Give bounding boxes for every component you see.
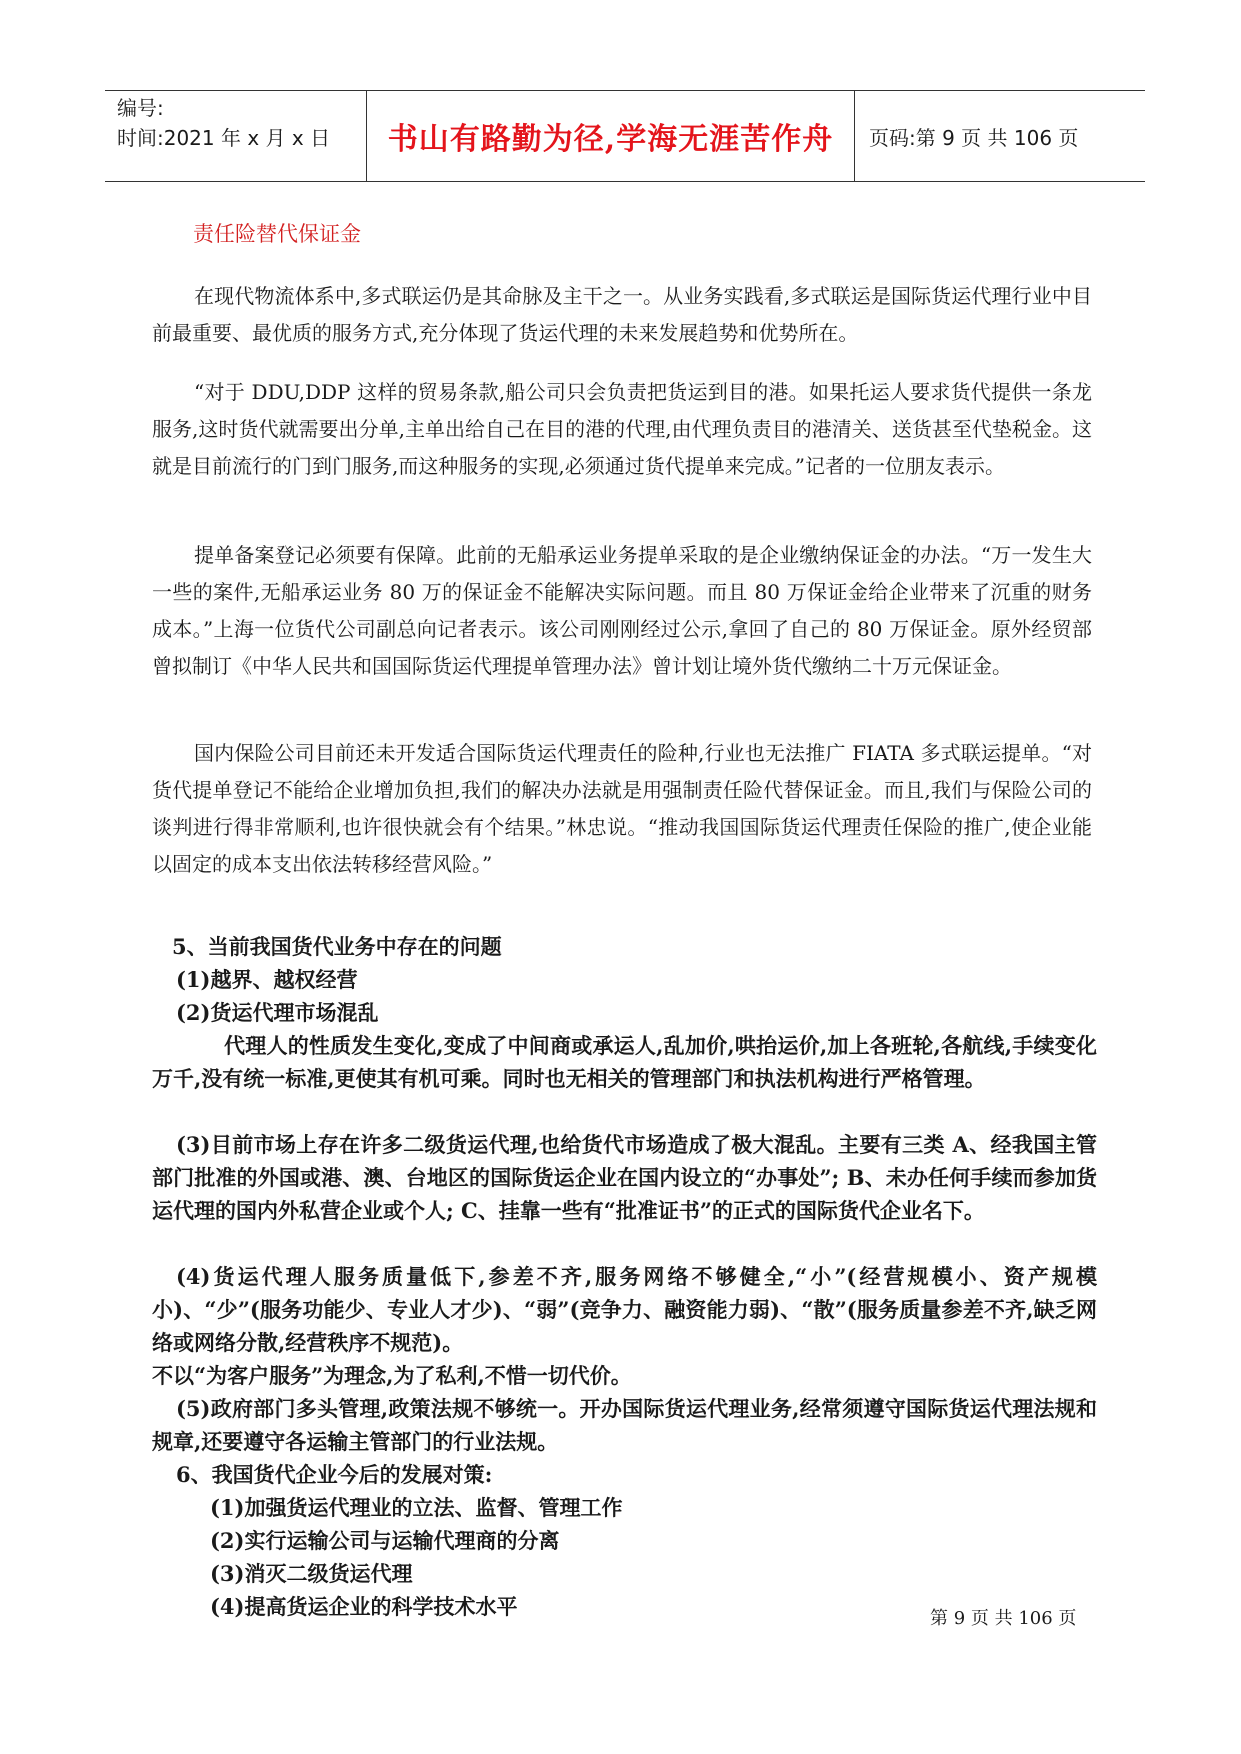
header-meta [105, 91, 367, 181]
problem-item-1: (1)越界、越权经营 [176, 967, 358, 992]
problem-item-4: (4)货运代理人服务质量低下,参差不齐,服务网络不够健全,“小”(经营规模小、资产规模小)、“少”(服务功能少、专业人才少)、“弱”(竞争力、融资能力弱)、“散”(服务质量参差不齐,缺乏网络或网络分散,经营秩序不规范)。 [152, 1264, 1097, 1355]
problem-item-3: (3)目前市场上存在许多二级货运代理,也给货代市场造成了极大混乱。主要有三类 A、经我国主管部门批准的外国或港、澳、台地区的国际货运企业在国内设立的“办事处”; B、未办任何手续而参加货运代理的国内外私营企业或个人; C、挂靠一些有“批准证书”的正式的国际货代企业名下。 [152, 1132, 1097, 1223]
number-label: 编号: [117, 96, 164, 120]
section-title: 责任险替代保证金 [193, 222, 361, 246]
countermeasure-item-4: (4)提高货运企业的科学技术水平 [210, 1594, 518, 1619]
problem-item-4-tail: 不以“为客户服务”为理念,为了私利,不惜一切代价。 [152, 1363, 632, 1388]
countermeasures-heading: 6、我国货代企业今后的发展对策: [176, 1462, 493, 1487]
header-page-label: 页码:第 9 页 共 106 页 [869, 125, 1079, 150]
page-footer: 第 9 页 共 106 页 [930, 1608, 1077, 1629]
problem-item-5: (5)政府部门多头管理,政策法规不够统一。开办国际货运代理业务,经常须遵守国际货运代理法规和规章,还要遵守各运输主管部门的行业法规。 [152, 1396, 1097, 1454]
header-motto: 书山有路勤为径,学海无涯苦作舟 [367, 91, 855, 181]
paragraph-3: 提单备案登记必须要有保障。此前的无船承运业务提单采取的是企业缴纳保证金的办法。“万一发生大一些的案件,无船承运业务 80 万的保证金不能解决实际问题。而且 80 万保证金给企业带来了沉重的财务成本。”上海一位货代公司副总向记者表示。该公司刚刚经过公示,拿回了自己的 80 万保证金。原外经贸部曾拟制订《中华人民共和国国际货运代理提单管理办法》曾计划让境外货代缴纳二十万元保证金。 [152, 543, 1092, 678]
problem-item-2: (2)货运代理市场混乱 [176, 1000, 379, 1025]
countermeasure-item-3: (3)消灭二级货运代理 [210, 1561, 413, 1586]
paragraph-4: 国内保险公司目前还未开发适合国际货运代理责任的险种,行业也无法推广 FIATA 多式联运提单。“对货代提单登记不能给企业增加负担,我们的解决办法就是用强制责任险代替保证金。而且,我们与保险公司的谈判进行得非常顺利,也许很快就会有个结果。”林忠说。“推动我国国际货运代理责任保险的推广,使企业能以固定的成本支出依法转移经营风险。” [152, 741, 1092, 876]
problem-item-2-body: 代理人的性质发生变化,变成了中间商或承运人,乱加价,哄抬运价,加上各班轮,各航线,手续变化万千,没有统一标准,更使其有机可乘。同时也无相关的管理部门和执法机构进行严格管理。 [152, 1033, 1097, 1091]
time-label: 时间:2021 年 x 月 x 日 [117, 126, 331, 150]
countermeasure-item-2: (2)实行运输公司与运输代理商的分离 [210, 1528, 560, 1553]
countermeasure-item-1: (1)加强货运代理业的立法、监督、管理工作 [210, 1495, 623, 1520]
paragraph-2: “对于 DDU,DDP 这样的贸易条款,船公司只会负责把货运到目的港。如果托运人要求货代提供一条龙服务,这时货代就需要出分单,主单出给自己在目的港的代理,由代理负责目的港清关、送货甚至代垫税金。这就是目前流行的门到门服务,而这种服务的实现,必须通过货代提单来完成。”记者的一位朋友表示。 [152, 380, 1092, 478]
problems-heading: 5、当前我国货代业务中存在的问题 [172, 934, 502, 959]
header-table [105, 90, 1145, 182]
paragraph-1: 在现代物流体系中,多式联运仍是其命脉及主干之一。从业务实践看,多式联运是国际货运代理行业中目前最重要、最优质的服务方式,充分体现了货运代理的未来发展趋势和优势所在。 [152, 284, 1092, 345]
